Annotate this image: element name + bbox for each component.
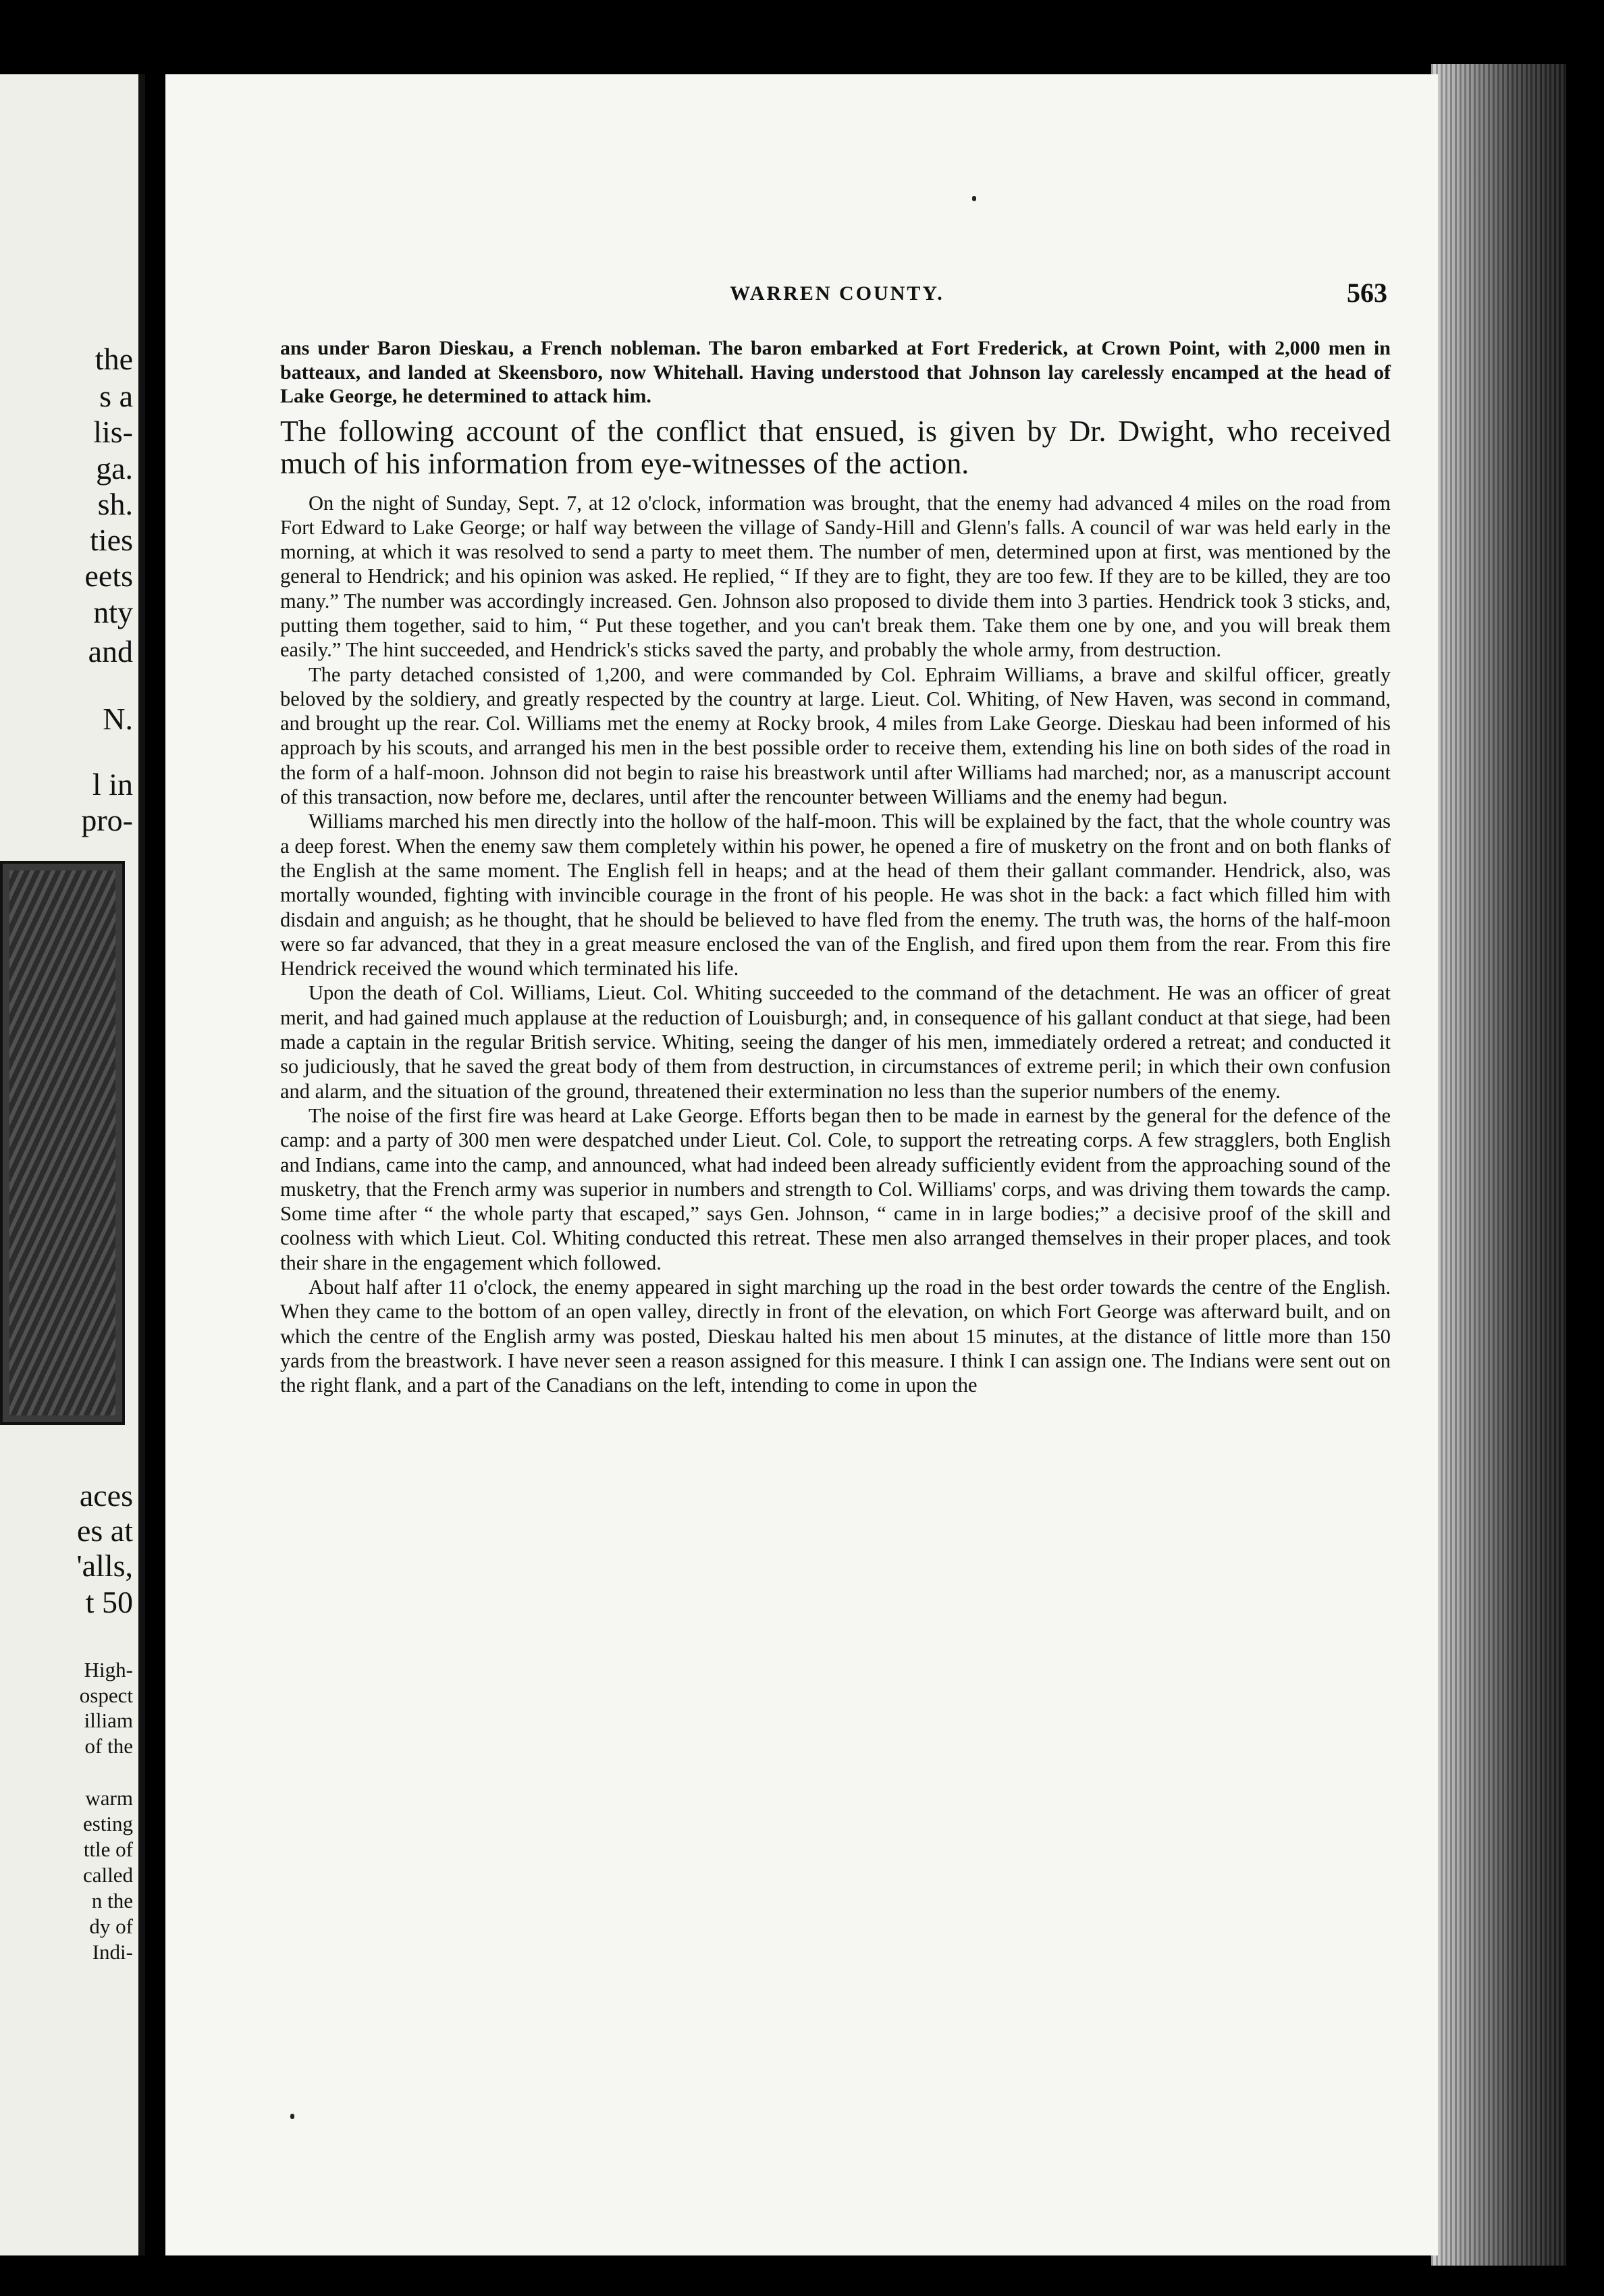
previous-page-engraving [0, 861, 125, 1425]
previous-page-strip [0, 74, 145, 2255]
page-body [280, 336, 1391, 1397]
body-paragraph: The party detached consisted of 1,200, and were commanded by Col. Ephraim Williams, a brave and skilful officer, greatly beloved by the soldiery, and greatly respected by the country at large. Lieut. Col. Whiting, of New Haven, was second in command, and brought up the rear. Col. Williams met the enemy at Rocky brook, 4 miles from Lake George. Dieskau had been informed of his approach by his scouts, and arranged his men in the best possible order to receive them, extending his line on both sides of the road in the form of a half-moon. Johnson did not begin to raise his breastwork until after Williams had marched; nor, as a manuscript account of this transaction, now before me, declares, until after the rencounter between Williams and the enemy had begun. [280, 662, 1391, 809]
previous-page-fragment: pro- [81, 803, 133, 837]
running-head [287, 277, 1387, 311]
previous-page-fragment: warm [85, 1786, 133, 1810]
previous-page-fragment: esting [82, 1812, 133, 1835]
previous-page-fragment: aces [79, 1478, 133, 1513]
previous-page-fragment: ties [90, 523, 133, 557]
previous-page-fragment: the [95, 342, 133, 376]
scan-speck [972, 196, 976, 201]
previous-page-fragment: nty [93, 595, 133, 629]
previous-page-fragment: ttle of [83, 1837, 133, 1861]
previous-page-fragment: es at [76, 1513, 133, 1548]
previous-page-fragment: n the [91, 1889, 133, 1912]
previous-page-fragment: illiam [84, 1708, 133, 1732]
page-block-edge [1431, 64, 1566, 2266]
previous-page-fragment: t 50 [85, 1585, 133, 1619]
page-number: 563 [1347, 278, 1387, 308]
intro-paragraph: ans under Baron Dieskau, a French nobleman. The baron embarked at Fort Frederick, at Crown Point, with 2,000 men in batteaux, and landed at Skeensboro, now Whitehall. Having understood that Johnson lay carelessly encamped at the head of Lake George, he determined to attack him. [280, 337, 1391, 407]
previous-page-fragment: High- [84, 1658, 133, 1681]
running-title: WARREN COUNTY. [730, 282, 944, 305]
previous-page-fragment: sh. [97, 487, 133, 521]
previous-page-fragment: called [82, 1863, 133, 1887]
page-gutter [138, 74, 145, 2255]
previous-page-fragment: dy of [89, 1914, 133, 1938]
previous-page-fragment: and [88, 634, 133, 669]
previous-page-fragment: ospect [79, 1684, 133, 1707]
body-paragraph: The noise of the first fire was heard at Lake George. Efforts began then to be made in earnest by the general for the defence of the camp: and a party of 300 men were despatched under Lieut. Col. Cole, to support the retreating corps. A few stragglers, both English and Indians, came into the camp, and announced, what had indeed been already sufficiently evident from the approaching sound of the musketry, that the French army was superior in numbers and strength to Col. Williams' corps, and was driving them towards the camp. Some time after “ the whole party that escaped,” says Gen. Johnson, “ came in in large bodies;” a decisive proof of the skill and coolness with which Lieut. Col. Whiting conducted this retreat. These men also arranged themselves in their proper places, and took their share in the engagement which followed. [280, 1103, 1391, 1274]
previous-page-fragment: Indi- [92, 1940, 133, 1964]
previous-page-fragment: lis- [93, 415, 133, 449]
previous-page-fragment: of the [84, 1734, 133, 1758]
scan-speck [290, 2114, 294, 2119]
previous-page-fragment: s a [99, 379, 133, 413]
previous-page-fragment: ga. [96, 451, 133, 486]
previous-page-fragment: N. [103, 702, 133, 736]
body-paragraph: Upon the death of Col. Williams, Lieut. Col. Whiting succeeded to the command of the detachment. He was an officer of great merit, and had gained much applause at the reduction of Louisburgh; and, in consequence of his gallant conduct at that siege, had been made a captain in the regular British service. Whiting, seeing the danger of his men, immediately ordered a retreat; and conducted it so judiciously, that he saved the great body of them from destruction, in circumstances of extreme peril; in which their own confusion and alarm, and the situation of the ground, threatened their extermination no less than the superior numbers of the enemy. [280, 981, 1391, 1103]
previous-page-fragment: 'alls, [76, 1548, 133, 1583]
body-paragraph: Williams marched his men directly into the hollow of the half-moon. This will be explained by the fact, that the whole country was a deep forest. When the enemy saw them completely within his power, he opened a fire of musketry on the front and on both flanks of the English at the same moment. The English fell in heaps; and at the head of them their gallant commander. Hendrick, also, was mortally wounded, fighting with invincible courage in the front of his people. He was shot in the back: a fact which filled him with disdain and anguish; as he thought, that he should be believed to have fled from the enemy. The truth was, the horns of the half-moon were so far advanced, that they in a great measure enclosed the van of the English, and fired upon them from the rear. From this fire Hendrick received the wound which terminated his life. [280, 810, 1391, 981]
previous-page-fragment: eets [84, 558, 133, 593]
previous-page-fragment: l in [92, 767, 133, 802]
body-paragraph: On the night of Sunday, Sept. 7, at 12 o'clock, information was brought, that the enemy had advanced 4 miles on the road from Fort Edward to Lake George; or half way between the village of Sandy-Hill and Glenn's falls. A council of war was held early in the morning, at which it was resolved to send a party to meet them. The number of men, determined upon at first, was mentioned by the general to Hendrick; and his opinion was asked. He replied, “ If they are to fight, they are too few. If they are to be killed, they are too many.” The number was accordingly increased. Gen. Johnson also proposed to divide them into 3 parties. Hendrick took 3 sticks, and, putting them together, said to him, “ Put these together, and you can't break them. Take them one by one, and you will break them easily.” The hint succeeded, and Hendrick's sticks saved the party, and probably the whole army, from destruction. [280, 491, 1391, 662]
body-paragraph: About half after 11 o'clock, the enemy appeared in sight marching up the road in the best order towards the centre of the English. When they came to the bottom of an open valley, directly in front of the elevation, on which Fort George was afterward built, and on which the centre of the English army was posted, Dieskau halted his men about 15 minutes, at the distance of little more than 150 yards from the breastwork. I have never seen a reason assigned for this measure. I think I can assign one. The Indians were sent out on the right flank, and a part of the Canadians on the left, intending to come in upon the [280, 1276, 1391, 1397]
section-heading: The following account of the conflict that ensued, is given by Dr. Dwight, who received much of his information from eye-witnesses of the action. [280, 414, 1391, 480]
current-page [165, 74, 1438, 2255]
